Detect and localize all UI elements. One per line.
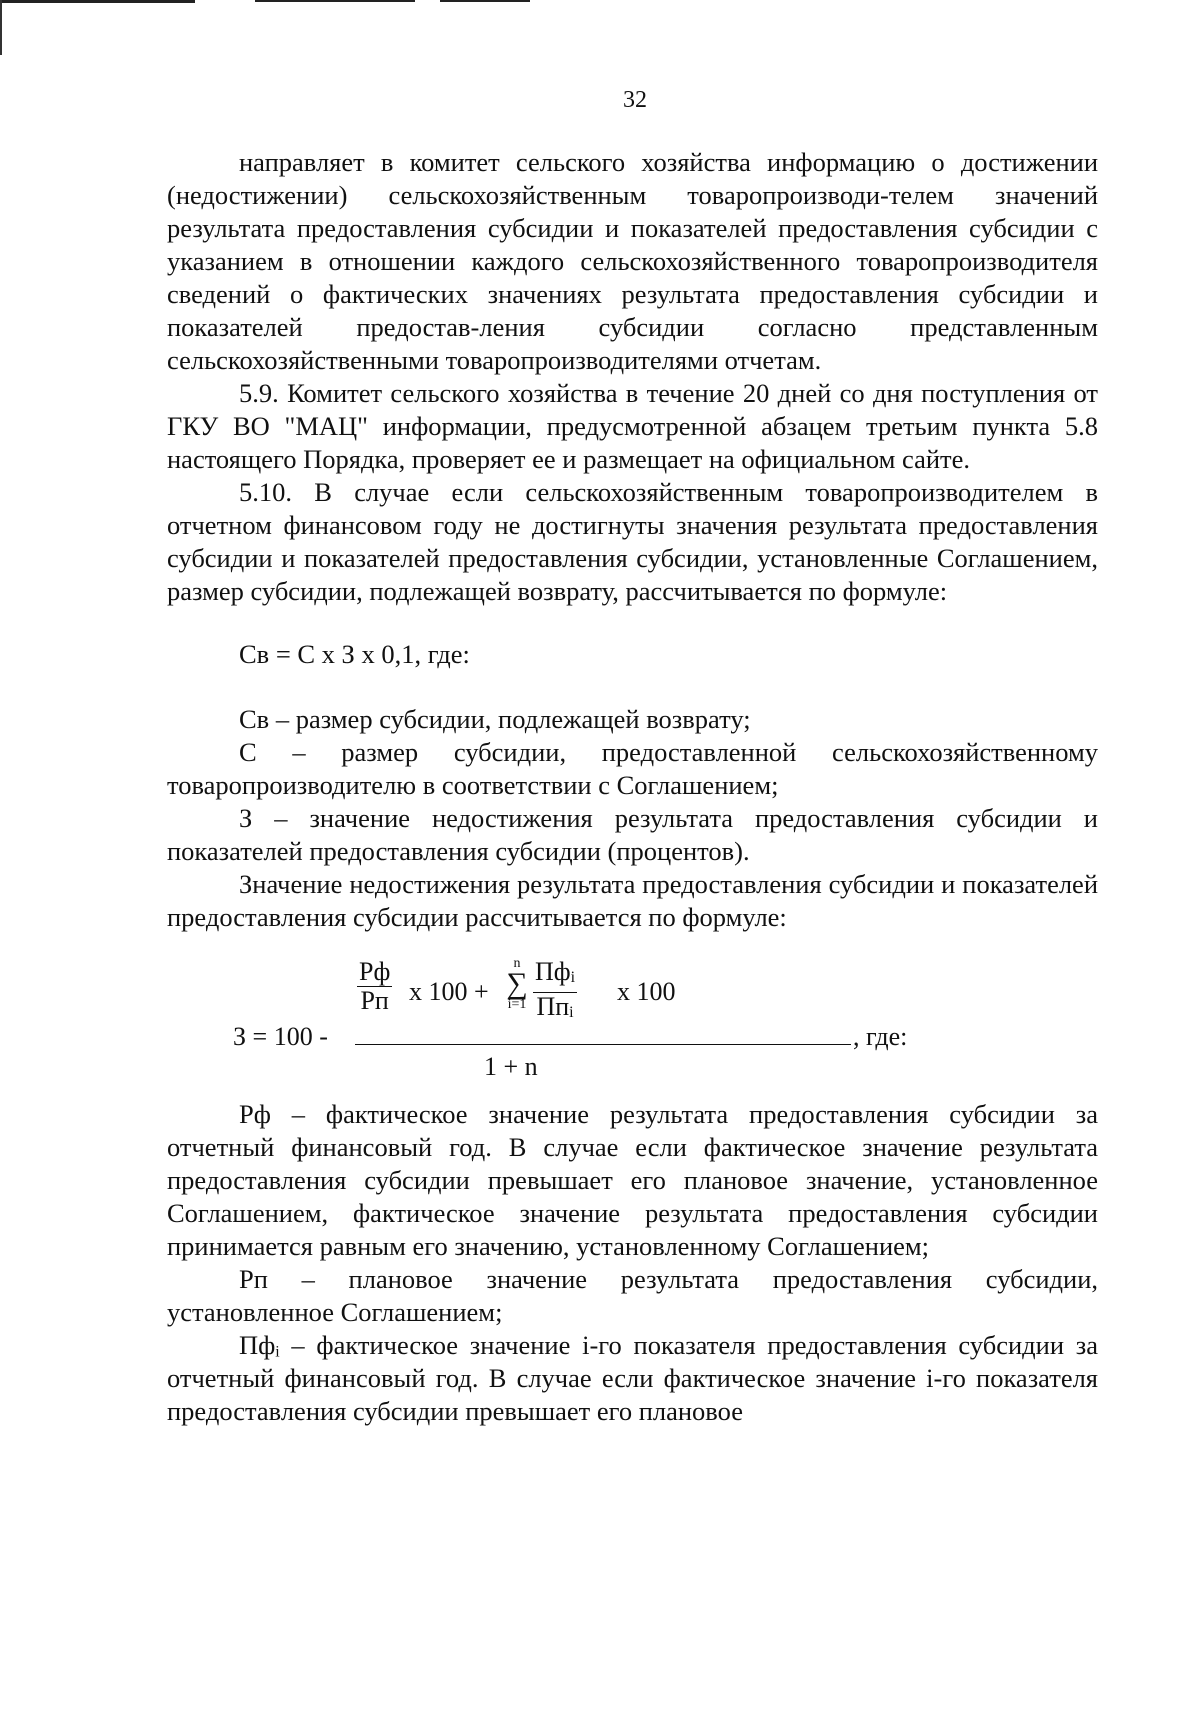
formula-non-achievement: [167, 956, 1098, 1081]
sigma-icon: ∑: [506, 967, 528, 1000]
page-number: 32: [623, 87, 647, 113]
definition-rp: Рп – плановое значение результата предоставления субсидии, установленное Соглашением;: [167, 1264, 1098, 1327]
definition-s: С – размер субсидии, предоставленной сельскохозяйственному товаропроизводителю в соответствии с Соглашением;: [167, 737, 1098, 800]
paragraph-5-10: 5.10. В случае если сельскохозяйственным товаропроизводителем в отчетном финансовом году не достигнуты значения результата предоставления субсидии и показателей предоставления субсидии, установленные Соглашением, размер субсидии, подлежащей возврату, рассчитывается по формуле:: [167, 477, 1098, 606]
formula-multiplier: х 100: [617, 977, 676, 1006]
numerator-text: Пф: [535, 957, 571, 986]
document-body: [167, 146, 1098, 1428]
fraction-denominator: [533, 993, 577, 1027]
scan-top-line: [255, 0, 415, 2]
fraction-numerator: [533, 958, 577, 993]
paragraph-z-formula-intro: Значение недостижения результата предоставления субсидии и показателей предоставления субсидии рассчитывается по формуле:: [167, 869, 1098, 932]
definition-pfi: Пфᵢ – фактическое значение i-го показателя предоставления субсидии за отчетный финансовый год. В случае если фактическое значение i-го показателя предоставления субсидии превышает его плановое: [167, 1330, 1098, 1426]
denominator-text: Пп: [536, 992, 570, 1021]
paragraph-5-9: 5.9. Комитет сельского хозяйства в течение 20 дней со дня поступления от ГКУ ВО "МАЦ" информации, предусмотренной абзацем третьим пункта 5.8 настоящего Порядка, проверяет ее и размещает на официальном сайте.: [167, 378, 1098, 474]
formula-tail: , где:: [853, 1022, 908, 1051]
scan-top-line: [0, 0, 195, 3]
formula-lhs: З = 100 -: [233, 1022, 328, 1051]
formula-multiplier: х 100 +: [409, 977, 489, 1006]
fraction-rf-rp: [357, 958, 392, 1015]
sum-upper-limit: n: [513, 956, 521, 971]
definition-sv: Св – размер субсидии, подлежащей возврату;: [239, 704, 751, 734]
definition-z: З – значение недостижения результата предоставления субсидии и показателей предоставления субсидии (процентов).: [167, 803, 1098, 866]
sum-symbol: [503, 958, 531, 1012]
fraction-denominator: Рп: [360, 986, 389, 1015]
sum-lower-limit: i=1: [507, 997, 527, 1012]
main-fraction-denominator: 1 + n: [484, 1052, 538, 1081]
subscript: i: [569, 1004, 574, 1021]
scan-top-line: [440, 0, 530, 2]
fraction-numerator: Рф: [359, 957, 391, 986]
main-fraction-bar: [355, 1044, 851, 1045]
fraction-pf-pp: [533, 958, 577, 1027]
formula-refund: Св = С х З х 0,1, где:: [239, 639, 470, 669]
subscript: i: [570, 969, 576, 986]
scan-left-edge: [0, 0, 2, 55]
definition-rf: Рф – фактическое значение результата предоставления субсидии за отчетный финансовый год. В случае если фактическое значение результата предоставления субсидии превышает его плановое значение, установленное Соглашением, фактическое значение результата предоставления субсидии принимается равным его значению, установленному Соглашением;: [167, 1099, 1098, 1261]
paragraph-report-info: направляет в комитет сельского хозяйства информацию о достижении (недостижении) сельскохозяйственным товаропроизводи-телем значений результата предоставления субсидии и показателей предоставления субсидии с указанием в отношении каждого сельскохозяйственного товаропроизводителя сведений о фактических значениях результата предоставления субсидии и показателей предостав-ления субсидии согласно представленным сельскохозяйственными товаропроизводителями отчетам.: [167, 147, 1098, 375]
